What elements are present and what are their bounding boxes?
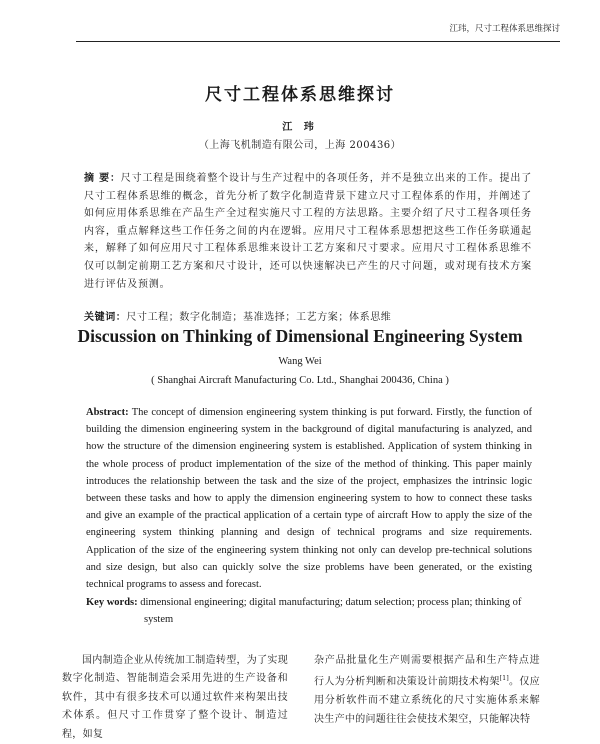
en-abstract-label: Abstract: — [86, 407, 129, 418]
body-right-text-2: 。仅应用分析软件而不建立系统化的尺寸实施体系来解决生产中的问题往往会使技术架空，只能解决特 — [314, 676, 540, 725]
cn-abstract-label: 摘 要： — [84, 173, 121, 184]
cn-author: 江 玮 — [282, 122, 318, 133]
body-right-column — [314, 652, 540, 729]
cn-abstract — [84, 170, 532, 293]
citation-1: [1] — [499, 675, 510, 683]
cn-affiliation: （上海飞机制造有限公司，上海 200436） — [198, 140, 402, 151]
cn-keywords-text: 尺寸工程；数字化制造；基准选择；工艺方案；体系思维 — [126, 312, 392, 323]
running-header: 江玮，尺寸工程体系思维探讨 — [449, 24, 560, 34]
en-keywords — [86, 594, 532, 628]
body-right-text-1: 杂产品批量化生产则需要根据产品和生产特点进行人为分析判断和决策设计前期技术构架 — [314, 655, 540, 688]
cn-keywords-label: 关键词： — [84, 312, 127, 323]
en-abstract — [86, 404, 532, 593]
cn-keywords — [84, 308, 532, 323]
en-keywords-label: Key words: — [86, 597, 138, 608]
en-affiliation: ( Shanghai Aircraft Manufacturing Co. Ltd., Shanghai 200436, China ) — [151, 375, 449, 386]
cn-title: 尺寸工程体系思维探讨 — [205, 85, 395, 105]
en-abstract-text: The concept of dimension engineering system thinking is put forward. Firstly, the function of building the dimension engineering system in the background of digital manufacturing is analyzed, and how the structure of the dimension engineering system is established. Application of system thinking in the whole process of product implementation of the size of the method of thinking. This paper mainly introduces the relationship between the task and the size of the project, emphasizes the intrinsic logic between these tasks and how to apply the dimension engineering system to how to connect these tasks and give an example of the practical application of a certain type of aircraft How to apply the size of the engineering system thinking planning and design of technical programs and size requirements. Application of the size of the engineering system thinking not only can develop pre-technical solutions and size design, but also can quickly solve the size problems have been generated, or the existing technical programs to assess and forecast. — [86, 407, 533, 591]
en-author: Wang Wei — [278, 356, 322, 367]
cn-abstract-text: 尺寸工程是围绕着整个设计与生产过程中的各项任务，并不是独立出来的工作。提出了尺寸工程体系思维的概念，首先分析了数字化制造背景下建立尺寸工程体系的作用，并阐述了如何应用体系思维在产品生产全过程实施尺寸工程的方法思路。主要介绍了尺寸工程各项任务内容，重点解释这些工作任务之间的内在逻辑。应用尺寸工程体系思想把这些工作任务联通起来，解释了如何应用尺寸工程体系思维来设计工艺方案和尺寸要求。应用尺寸工程体系思维不仅可以制定前期工艺方案和尺寸设计，还可以快速解决已产生的尺寸问题，或对现有技术方案进行评估及预测。 — [84, 173, 532, 290]
body-left-column: 国内制造企业从传统加工制造转型，为了实现数字化制造、智能制造会采用先进的生产设备和软件，其中有很多技术可以通过软件来构架出技术体系。但尺寸工作贯穿了整个设计、制造过程，如复 — [62, 655, 288, 740]
en-keywords-text: dimensional engineering; digital manufacturing; datum selection; process plan; thinking of system — [140, 597, 522, 625]
en-title: Discussion on Thinking of Dimensional Engineering System — [77, 326, 523, 346]
header-rule — [76, 41, 560, 42]
